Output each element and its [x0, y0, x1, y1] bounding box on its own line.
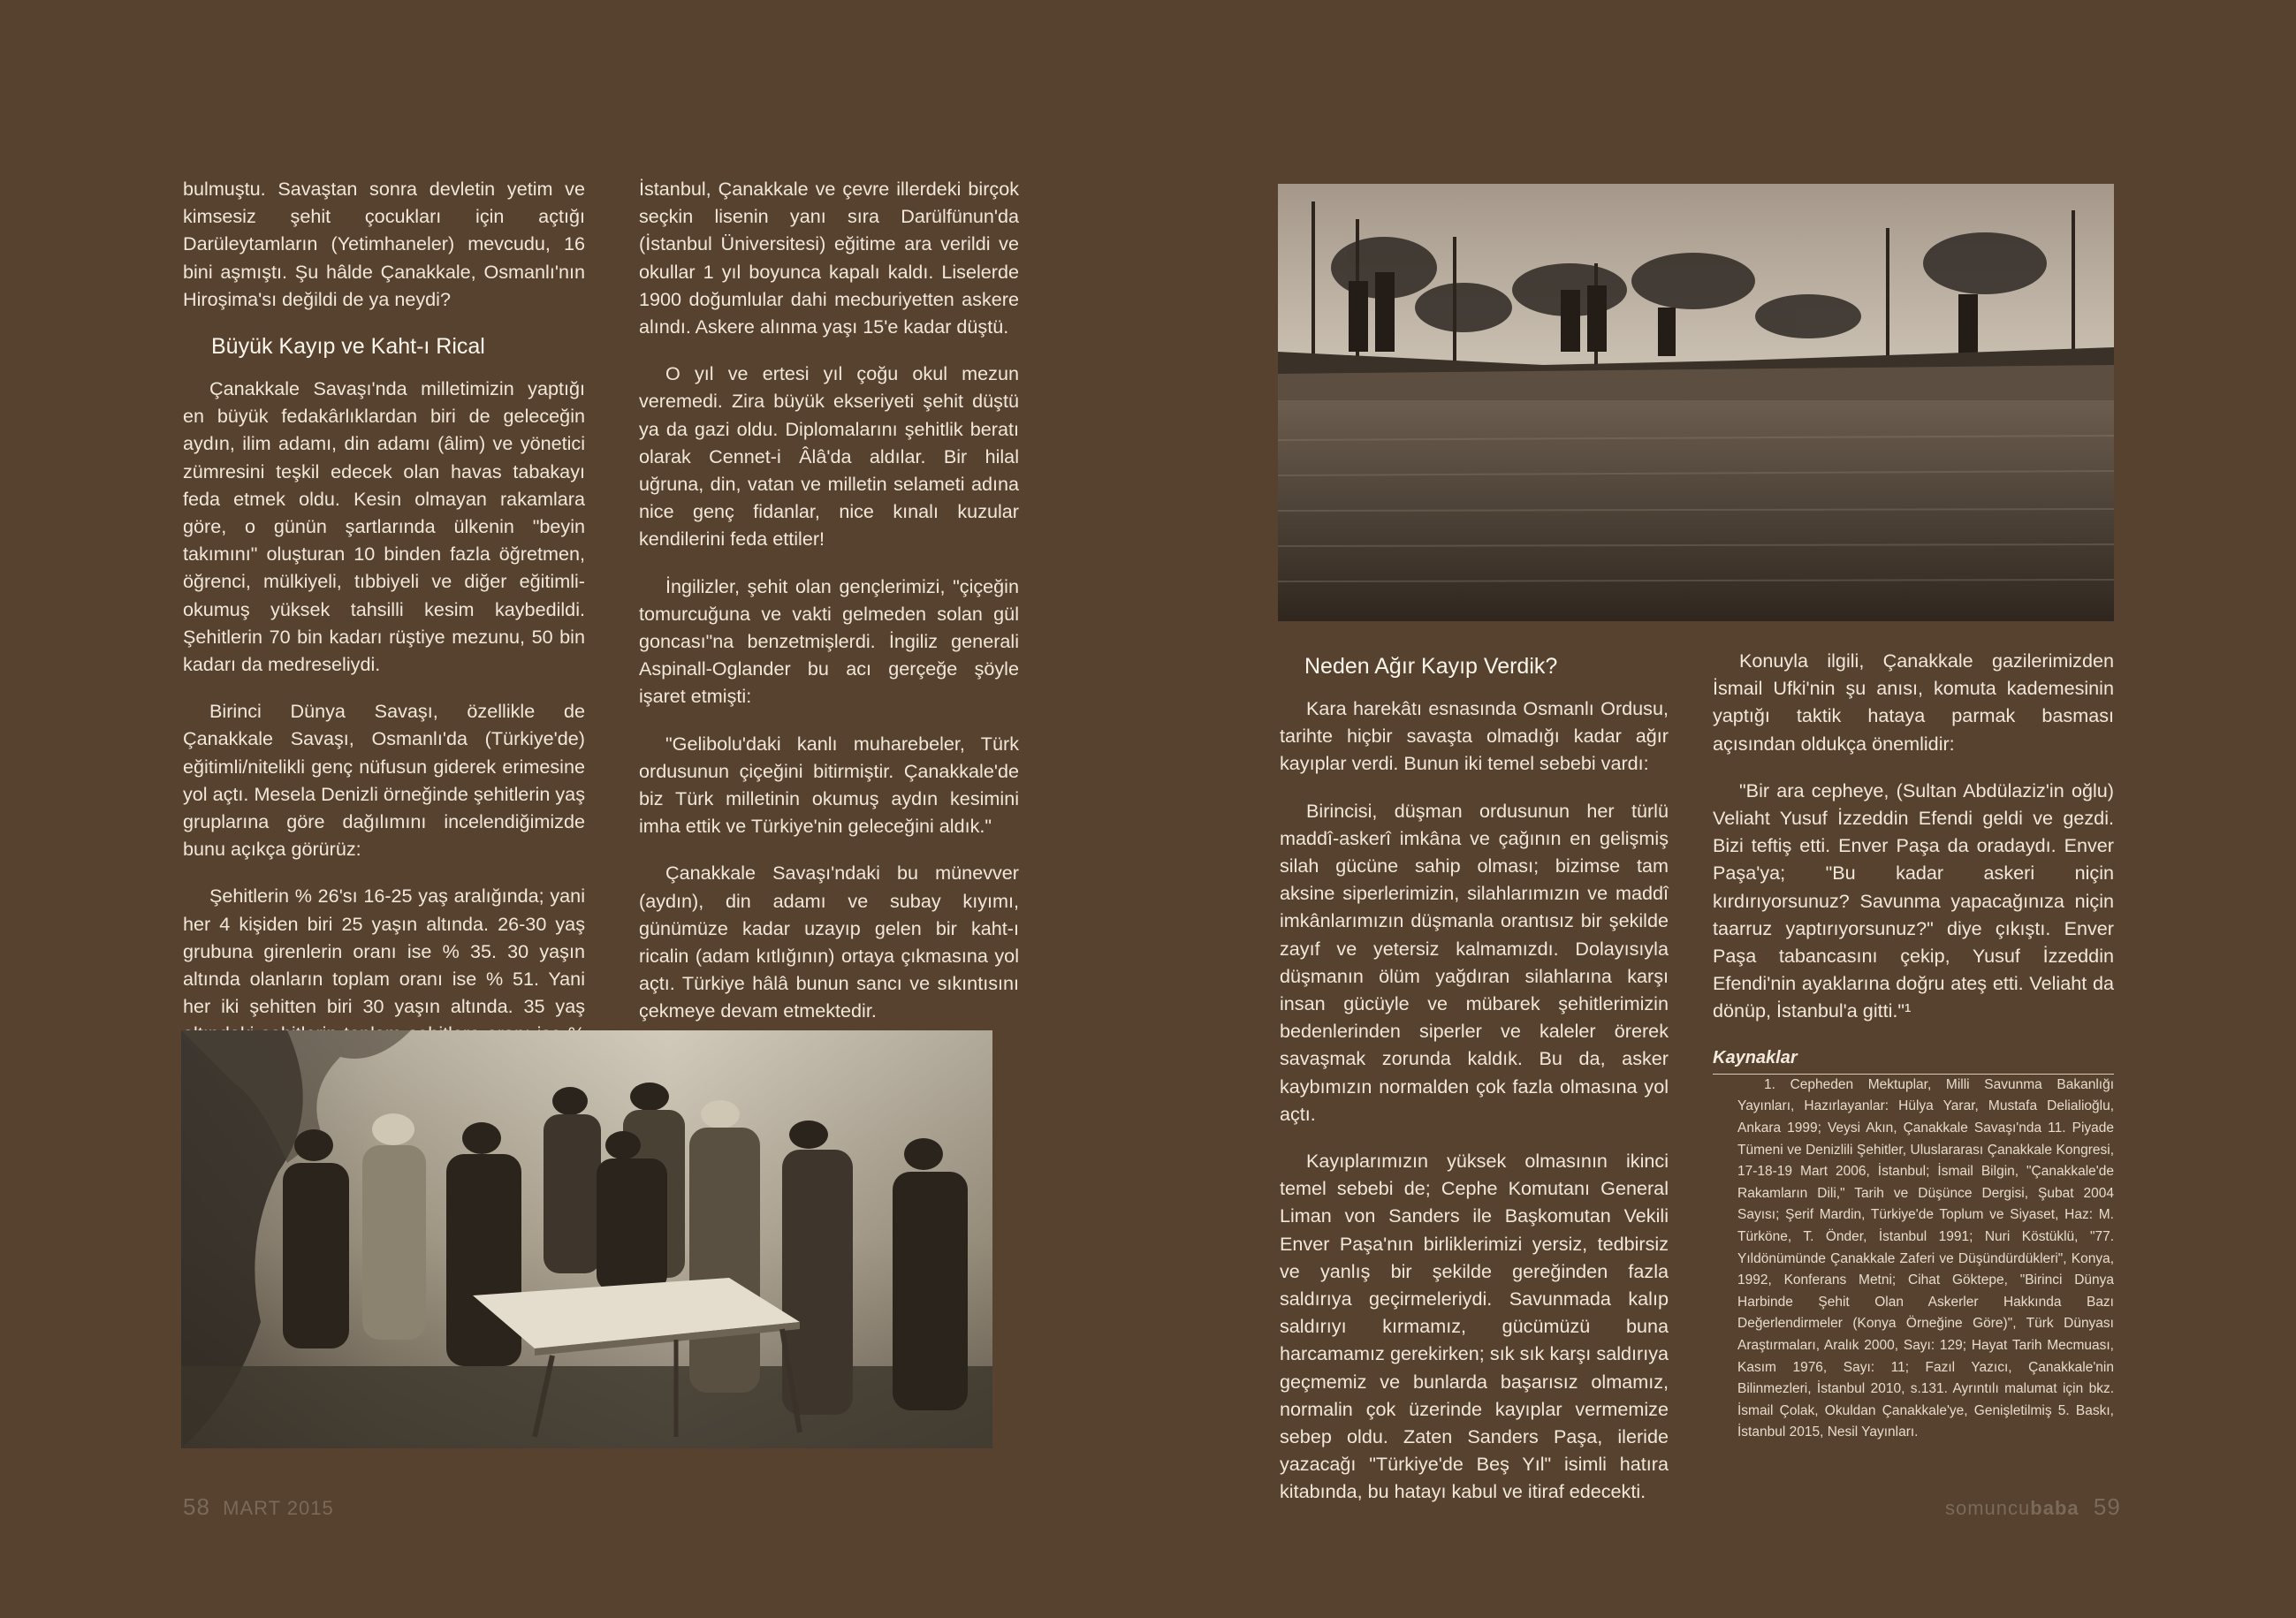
quote: "Bir ara cepheye, (Sultan Abdülaziz'in oğlu) Veliaht Yusuf İzzeddin Efendi geldi ve gezdi. Bizi teftiş etti. Enver Paşa da oradaydı. Enver Paşa'ya; "Bu kadar askeri niçin kırdırıyorsunuz? Savunma yapacağınıza niçin taarruz yaptırıyorsunuz?" diye çıkıştı. Enver Paşa tabancasını çekip, Yusuf İzzeddin Efendi'nin ayaklarına doğru ateş etti. Veliaht da dönüp, İstanbul'a gitti."¹ [1713, 779, 2114, 1022]
references-title: Kaynaklar [1713, 1044, 2114, 1075]
page-number: 59 [2093, 1493, 2121, 1520]
page-number: 58 [183, 1493, 210, 1520]
right-column-1 [1280, 645, 1669, 1525]
paragraph: İngilizler, şehit olan gençlerimizi, "çiçeğin tomurcuğuna ve vakti gelmeden solan gül goncası"na benzetmişlerdi. İngiliz generali Aspinall-Oglander bu acı gerçeğe şöyle işaret etmişti: [639, 574, 1019, 708]
section-heading: Neden Ağır Kayıp Verdik? [1304, 654, 1558, 679]
paragraph: Birinci Dünya Savaşı, özellikle de Çanakkale Savaşı, Osmanlı'da (Türkiye'de) eğitimli/nitelikli genç nüfusun giderek erimesine yol açtı. Mesela Denizli örneğinde şehitlerin yaş gruplarına göre dağılımını incelendiğimizde bunu açıkça görürüz: [183, 700, 585, 861]
quote: "Gelibolu'daki kanlı muharebeler, Türk ordusunun çiçeğini bitirmiştir. Çanakkale'de biz Türk milletinin okumuş aydın kesimini imha ettik ve Türkiye'nin geleceğini aldık." [639, 732, 1019, 838]
paragraph: Şehitlerin % 26'sı 16-25 yaş aralığında; yani her 4 kişiden biri 25 yaşın altında. 26-30 yaş grubuna girenlerin oranı ise % 35. 30 yaşın altında olanların toplam oranı ise % 51. Yani her iki şehitten biri 30 yaşın altında. 35 yaş [183, 885, 585, 1018]
paragraph: O yıl ve ertesi yıl çoğu okul mezun veremedi. Zira büyük ekseriyeti şehit düştü ya da gazi oldu. Diplomalarını şehitlik beratı olarak Cennet-i Âlâ'da aldılar. Bir hilal uğruna, din, vatan ve milletin selameti adına nice genç fidanlar, nice kınalı kuzular kendilerini feda ettiler! [639, 362, 1019, 551]
right-folio [1945, 1493, 2121, 1521]
brand-name-part-b: baba [2030, 1497, 2079, 1519]
brand-name-part-a: somuncu [1945, 1497, 2031, 1519]
paragraph: Birincisi, düşman ordusunun her türlü maddî-askerî imkâna ve çağının en gelişmiş silah gücüne sahip olması; bizimse tam aksine siperlerimizin, silahlarımızın ve maddî imkânlarımızın düşmanla orantısız bir şekilde zayıf ve yetersiz kalmamızdı. Dolayısıyla düşmanın ölüm yağdıran silahlarına karşı insan gücüyle ve mübarek şehitlerimizin bedenlerinden siperler ve kaleler örerek savaşmak zorunda kaldık. Bu da, asker kaybımızın normalden çok fazla olmasına yol açtı. [1280, 799, 1669, 1125]
warships-photo-image [1278, 184, 2114, 621]
paragraph: Konuyla ilgili, Çanakkale gazilerimizden İsmail Ufki'nin şu anısı, komuta kademesinin yaptığı taktik hataya parmak basması açısından oldukça önemlidir: [1713, 649, 2114, 755]
paragraph: Çanakkale Savaşı'ndaki bu münevver (aydın), din adamı ve subay kıyımı, günümüze kadar uzayıp gelen bir kaht-ı ricalin (adam kıtlığının) ortaya çıkmasına yol açtı. Türkiye hâlâ bunun sancı ve sıkıntısını çekmeye devam etmektedir. [639, 862, 1019, 1022]
paragraph: Kara harekâtı esnasında Osmanlı Ordusu, tarihte hiçbir savaşta olmadığı kadar ağır kayıplar verdi. Bunun iki temel sebebi vardı: [1280, 697, 1669, 775]
references-text: 1. Cepheden Mektuplar, Milli Savunma Bakanlığı Yayınları, Hazırlayanlar: Hülya Yarar, Mustafa Delialioğlu, Ankara 1999; Veysi Akın, Çanakkale Savaşı'nda 11. Piyade Tümeni ve Denizlili Şehitler, Uluslararası Çanakkale Kongresi, 17-18-19 Mart 2006, İstanbul; İsmail Bilgin, "Çanakkale'de Rakamların Dili," Tarih ve Düşünce Dergisi, Şubat 2004 Sayısı; Şerif Mardin, Türkiye'de Toplum ve Siyaset, Haz: M. Türköne, T. Önder, İstanbul 1991; Nuri Köstüklü, "77. Yıldönümünde Çanakkale Zaferi ve Düşündürdükleri", Konya, 1992, Konferans Metni; Cihat Göktepe, "Birinci Dünya Harbinde Şehit Olan Askerler Hakkında Bazı Değerlendirmeler (Konya Örneğine Göre)", Türk Dünyası Araştırmaları, Aralık 2000, Sayı: 129; Hayat Tarih Mecmuası, Kasım 1976, Sayı: 11; Fazıl Yazıcı, Çanakkale'nin Bilinmezleri, İstanbul 2010, s.131. Ayrıntılı malumat için bkz. İsmail Çolak, Okuldan Çanakkale'ye, Genişletilmiş 5. Baskı, İstanbul 2015, Nesil Yayınları. [1737, 1076, 2114, 1440]
section-heading: Büyük Kayıp ve Kaht-ı Rical [211, 334, 485, 360]
paragraph: Kayıplarımızın yüksek olmasının ikinci temel sebebi de; Cephe Komutanı General Liman von Sanders ile Başkomutan Vekili Enver Paşa'nın birliklerimizi yersiz, tedbirsiz ve yanlış bir şekilde gereğinden fazla saldırıya geçirmeleriydi. Savunmada kalıp saldırıyı kırmamız, gücümüzü buna harcamamız gerekirken; sık sık karşı saldırıya geçmemiz ve bunlarda başarısız olmamız, normalin çok üzerinde kayıplar vermemize sebep oldu. Zaten Sanders Paşa, ileride yazacağı "Türkiye'de Beş Yıl" isimli hatıra kitabında, bu hatayı kabul ve itiraf edecekti. [1280, 1150, 1669, 1503]
warships-photo [1278, 184, 2114, 621]
officers-photo [181, 1030, 992, 1448]
issue-date: MART 2015 [223, 1497, 334, 1519]
left-column-2 [639, 175, 1019, 1044]
right-column-2 [1713, 647, 2114, 1463]
right-page [1148, 0, 2296, 1618]
left-column-1 [183, 175, 585, 1095]
paragraph: bulmuştu. Savaştan sonra devletin yetim ve kimsesiz şehit çocukları için açtığı Darüleytamların (Yetimhaneler) mevcudu, 16 bini aşmıştı. Şu hâlde Çanakkale, Osmanlı'nın Hiroşima'sı değildi de ya neydi? [183, 178, 585, 310]
officers-photo-image [181, 1030, 992, 1448]
paragraph: İstanbul, Çanakkale ve çevre illerdeki birçok seçkin lisenin yanı sıra Darülfünun'da (İstanbul Üniversitesi) eğitime ara verildi ve okullar 1 yıl boyunca kapalı kaldı. Liselerde 1900 doğumlular dahi mecburiyetten askere alındı. Askere alınma yaşı 15'e kadar düştü. [639, 178, 1019, 338]
left-folio [183, 1493, 334, 1521]
paragraph: Çanakkale Savaşı'nda milletimizin yaptığı en büyük fedakârlıklardan biri de geleceğin aydın, ilim adamı, din adamı (âlim) ve yönetici zümresini teşkil edecek olan havas tabakayı feda etmek oldu. Kesin olmayan rakamlara göre, o günün şartlarında ülkenin "beyin takımını" oluşturan 10 binden fazla öğretmen, öğrenci, mülkiyeli, tıbbiyeli ve diğer eğitimli-okumuş yüksek tahsilli kesim kaybedildi. Şehitlerin 70 bin kadarı rüştiye mezunu, 50 bin kadarı da medreseliydi. [183, 377, 585, 676]
